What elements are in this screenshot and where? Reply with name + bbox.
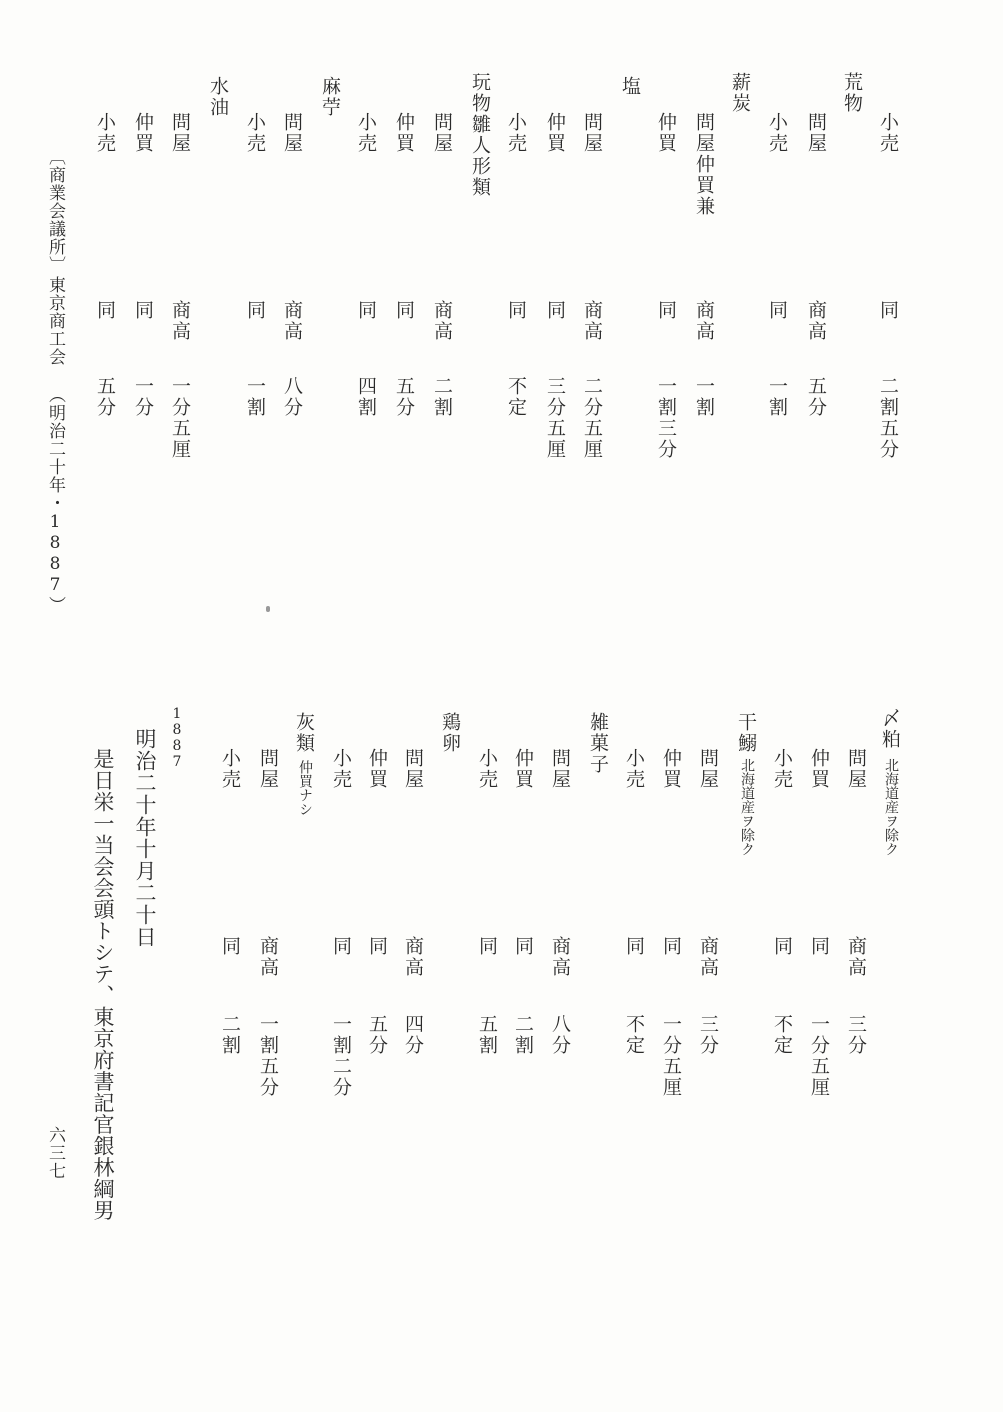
kind-cell: 仲買	[393, 112, 415, 154]
category-label: 薪炭	[729, 72, 751, 114]
kind-cell: 問屋	[257, 748, 279, 790]
kind-cell: 問屋	[845, 748, 867, 790]
unit-cell: 同	[132, 300, 154, 321]
kind-cell: 問屋	[805, 112, 827, 154]
unit-cell: 商高	[281, 300, 303, 342]
unit-cell: 同	[505, 300, 527, 321]
unit-cell: 商高	[693, 300, 715, 342]
category-label: 灰類	[293, 712, 315, 754]
kind-cell: 小売	[219, 748, 241, 790]
rate-cell: 五分	[393, 376, 415, 418]
unit-cell: 同	[771, 936, 793, 957]
kind-cell: 小売	[355, 112, 377, 154]
rate-cell: 一割五分	[257, 1014, 279, 1098]
kind-cell: 問屋	[431, 112, 453, 154]
unit-cell: 商高	[402, 936, 424, 978]
category-label: 麻苧	[319, 76, 341, 118]
unit-cell: 商高	[845, 936, 867, 978]
kind-cell: 小売	[766, 112, 788, 154]
unit-cell: 商高	[169, 300, 191, 342]
kind-cell: 仲買	[808, 748, 830, 790]
kind-cell: 小売	[330, 748, 352, 790]
rate-cell: 二割五分	[877, 376, 899, 460]
page-number: 六三七	[45, 1126, 65, 1180]
unit-cell: 同	[330, 936, 352, 957]
kind-cell: 問屋	[549, 748, 571, 790]
kind-cell: 問屋	[169, 112, 191, 154]
unit-cell: 同	[366, 936, 388, 957]
category-label: 水油	[207, 76, 229, 118]
rate-cell: 一分五厘	[169, 376, 191, 460]
rate-cell: 八分	[549, 1014, 571, 1056]
unit-cell: 商高	[581, 300, 603, 342]
rate-cell: 三分	[697, 1014, 719, 1056]
rate-cell: 一割	[766, 376, 788, 418]
unit-cell: 同	[660, 936, 682, 957]
rate-cell: 八分	[281, 376, 303, 418]
unit-cell: 同	[244, 300, 266, 321]
category-label: 〆粕	[879, 708, 901, 750]
unit-cell: 同	[766, 300, 788, 321]
kind-cell: 小売	[476, 748, 498, 790]
kind-cell: 問屋	[281, 112, 303, 154]
kind-cell: 仲買	[132, 112, 154, 154]
category-label: 塩	[619, 76, 641, 97]
kind-cell: 仲買	[544, 112, 566, 154]
kind-cell: 小売	[94, 112, 116, 154]
category-note: 北海道産ヲ除ク	[883, 758, 899, 856]
kind-cell: 仲買	[660, 748, 682, 790]
kind-cell: 仲買	[512, 748, 534, 790]
rate-cell: 二割	[219, 1014, 241, 1056]
rate-cell: 五分	[805, 376, 827, 418]
rate-cell: 五分	[94, 376, 116, 418]
unit-cell: 同	[512, 936, 534, 957]
kind-cell: 小売	[771, 748, 793, 790]
unit-cell: 商高	[549, 936, 571, 978]
category-label: 荒物	[841, 72, 863, 114]
rate-cell: 五割	[476, 1014, 498, 1056]
category-label: 干鰯	[735, 712, 757, 754]
rate-cell: 二割	[431, 376, 453, 418]
rate-cell: 一分	[132, 376, 154, 418]
rate-cell: 不定	[771, 1014, 793, 1056]
rate-cell: 一割	[693, 376, 715, 418]
category-label: 鶏卵	[439, 712, 461, 754]
unit-cell: 同	[94, 300, 116, 321]
unit-cell: 同	[355, 300, 377, 321]
rate-cell: 四割	[355, 376, 377, 418]
rate-cell: 一割	[244, 376, 266, 418]
rate-cell: 五分	[366, 1014, 388, 1056]
rate-cell: 一割三分	[655, 376, 677, 460]
category-note: 仲買ナシ	[297, 760, 313, 816]
kind-cell: 問屋	[581, 112, 603, 154]
rate-cell: 一分五厘	[808, 1014, 830, 1098]
paper-speck	[266, 606, 270, 612]
kind-cell: 小売	[623, 748, 645, 790]
kind-cell: 仲買	[655, 112, 677, 154]
year-annotation: 1887	[169, 706, 185, 770]
kind-cell: 小売	[877, 112, 899, 154]
era-note: （明治二十年・1887）	[45, 386, 65, 614]
unit-cell: 同	[808, 936, 830, 957]
rate-cell: 一割二分	[330, 1014, 352, 1098]
kind-cell: 小売	[505, 112, 527, 154]
rate-cell: 三分五厘	[544, 376, 566, 460]
kind-cell: 仲買	[366, 748, 388, 790]
unit-cell: 同	[219, 936, 241, 957]
rate-cell: 四分	[402, 1014, 424, 1056]
unit-cell: 同	[476, 936, 498, 957]
rate-cell: 不定	[505, 376, 527, 418]
organization-name: 東京商工会	[45, 276, 65, 366]
kind-cell: 問屋	[697, 748, 719, 790]
unit-cell: 商高	[697, 936, 719, 978]
closing-date: 明治二十年十月二十日	[133, 728, 157, 948]
rate-cell: 一分五厘	[660, 1014, 682, 1098]
kind-cell: 問屋	[402, 748, 424, 790]
unit-cell: 商高	[431, 300, 453, 342]
unit-cell: 商高	[257, 936, 279, 978]
rate-cell: 二割	[512, 1014, 534, 1056]
rate-cell: 二分五厘	[581, 376, 603, 460]
kind-cell: 問屋仲買兼	[693, 112, 715, 217]
category-note: 北海道産ヲ除ク	[739, 758, 755, 856]
rate-cell: 不定	[623, 1014, 645, 1056]
unit-cell: 商高	[805, 300, 827, 342]
category-label: 玩物雛人形類	[469, 72, 491, 198]
unit-cell: 同	[877, 300, 899, 321]
unit-cell: 同	[623, 936, 645, 957]
closing-signature: 是日栄一当会会頭トシテ、東京府書記官銀林綱男	[91, 748, 115, 1221]
section-header: 〔商業会議所〕	[45, 148, 65, 274]
category-label: 雑菓子	[587, 712, 609, 775]
unit-cell: 同	[393, 300, 415, 321]
unit-cell: 同	[544, 300, 566, 321]
kind-cell: 小売	[244, 112, 266, 154]
unit-cell: 同	[655, 300, 677, 321]
rate-cell: 三分	[845, 1014, 867, 1056]
